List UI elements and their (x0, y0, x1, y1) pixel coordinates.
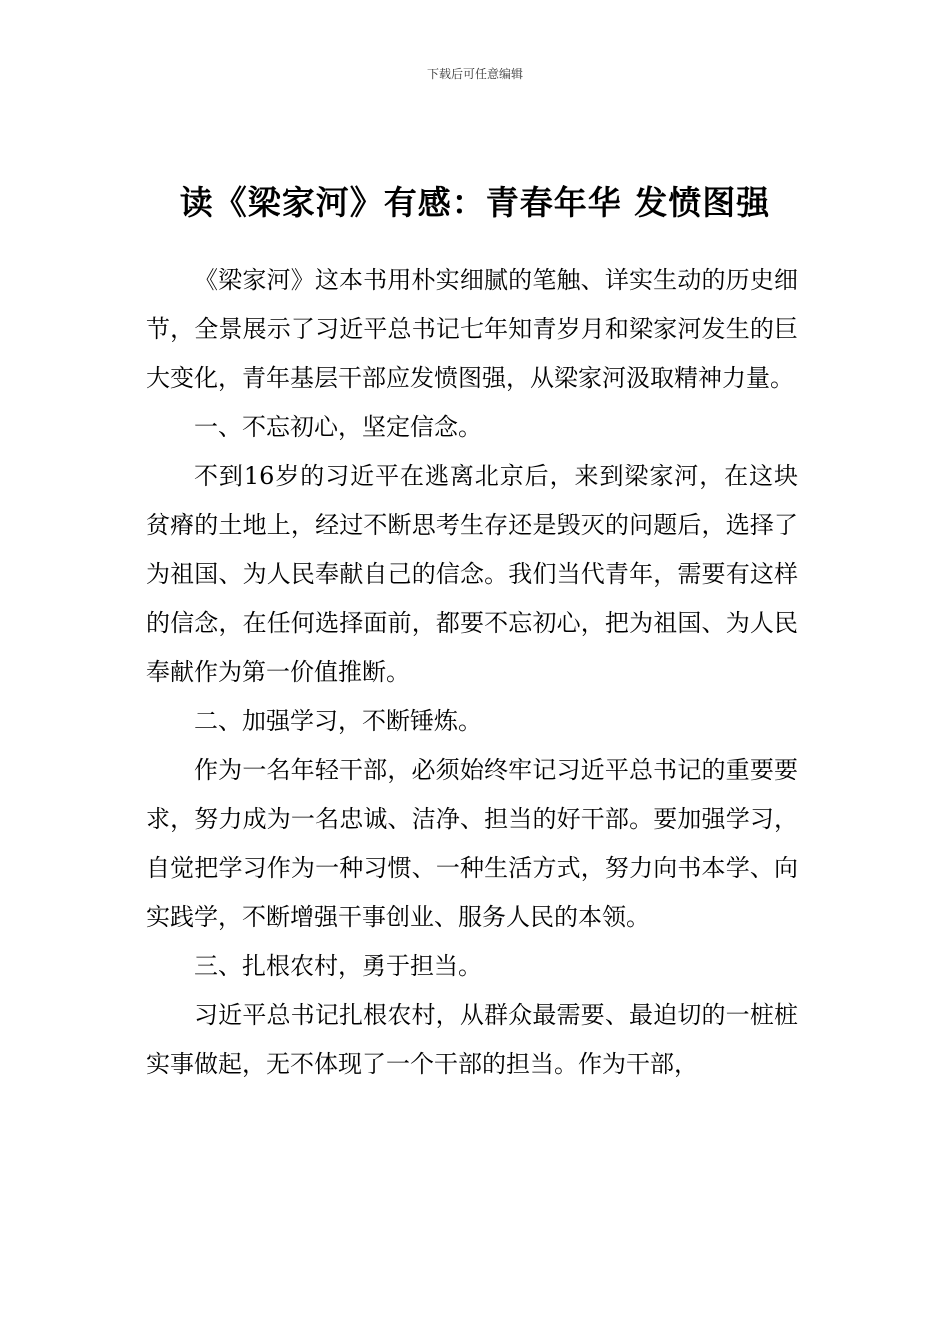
section-heading-3: 三、扎根农村，勇于担当。 (194, 952, 482, 980)
paragraph-intro: 《梁家河》这本书用朴实细腻的笔触、详实生动的历史细节，全景展示了习近平总书记七年知青岁月和梁家河发生的巨大变化，青年基层干部应发愤图强，从梁家河汲取精神力量。 (146, 266, 798, 392)
paragraph-section-2: 作为一名年轻干部，必须始终牢记习近平总书记的重要要求，努力成为一名忠诚、洁净、担当的好干部。要加强学习，自觉把学习作为一种习惯、一种生活方式，努力向书本学、向实践学，不断增强干事创业、服务人民的本领。 (146, 756, 798, 931)
document-title: 读《梁家河》有感：青春年华 发愤图强 (179, 183, 771, 222)
section-heading-1: 一、不忘初心，坚定信念。 (194, 413, 482, 441)
paragraph-section-3: 习近平总书记扎根农村，从群众最需要、最迫切的一桩桩实事做起，无不体现了一个干部的担当。作为干部， (146, 1001, 798, 1078)
paragraph-section-1: 不到16岁的习近平在逃离北京后，来到梁家河，在这块贫瘠的土地上，经过不断思考生存还是毁灭的问题后，选择了为祖国、为人民奉献自己的信念。我们当代青年，需要有这样的信念，在任何选择面前，都要不忘初心，把为祖国、为人民奉献作为第一价值推断。 (146, 462, 798, 686)
section-heading-2: 二、加强学习，不断锤炼。 (194, 707, 482, 735)
header-note: 下载后可任意编辑 (426, 67, 523, 81)
document-body (146, 256, 798, 1089)
